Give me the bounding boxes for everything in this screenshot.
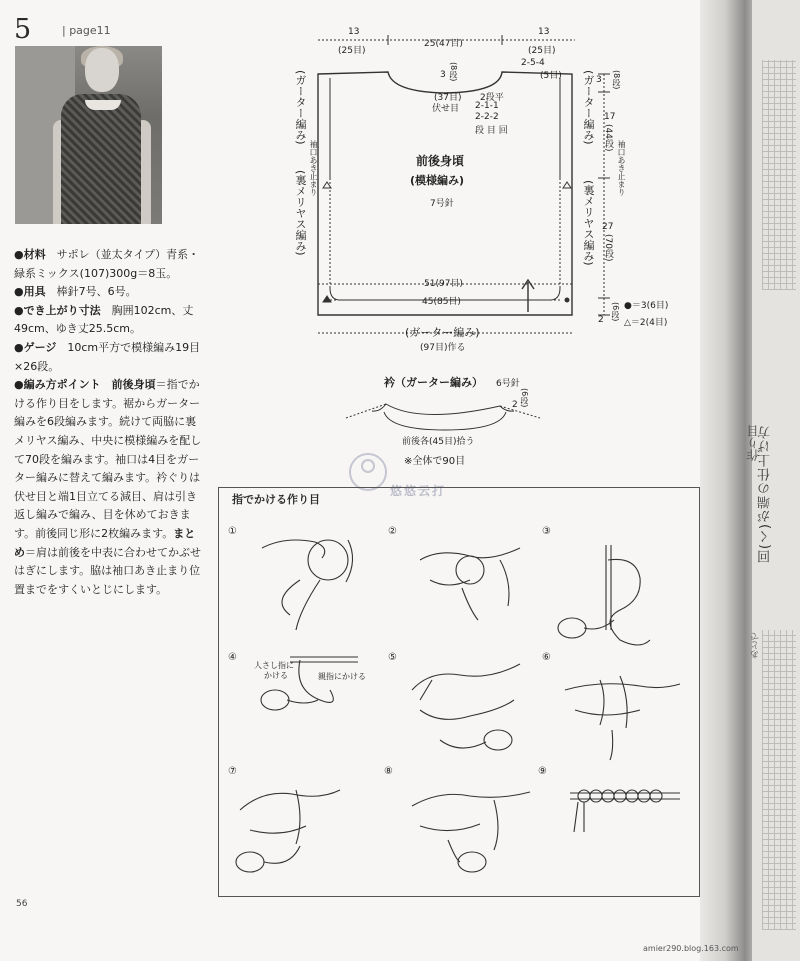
step-1-illustration (262, 540, 353, 630)
dim-left-shoulder-stitches: (25目) (338, 46, 366, 56)
facing-tag: あとで (751, 632, 761, 659)
step-5-number: ⑤ (388, 652, 397, 663)
step-5-illustration (412, 664, 520, 750)
tools-line: ●用具 棒針7号、6号。 (14, 285, 137, 299)
size-line: ●でき上がり寸法 胸囲102cm、丈49cm、ゆき丈25.5cm。 (14, 303, 194, 336)
neck-depth: 3 (440, 70, 446, 80)
step-7-illustration (236, 790, 340, 872)
reverse-stockinette-right: (裏メリヤス編み) (582, 180, 595, 266)
dim-right-shoulder-stitches: (25目) (528, 46, 556, 56)
collar-total: ※全体で90目 (404, 456, 466, 467)
neck-bindoff-label: 伏せ目 (432, 104, 460, 114)
neck-depth-rows: (8段) (449, 62, 458, 82)
legend-triangle: △＝2(4目) (624, 318, 668, 328)
step-6-number: ⑥ (542, 652, 551, 663)
collar-depth: 2 (512, 400, 518, 410)
neck-table-2: 2-2-2 (475, 112, 499, 122)
reverse-stockinette-left: (裏メリヤス編み) (294, 170, 307, 256)
page-number: 56 (16, 899, 28, 909)
piece-title: 前後身頃 (416, 154, 465, 168)
neck-table-3: 段 目 回 (475, 126, 508, 136)
step-9-number: ⑨ (538, 766, 547, 777)
piece-subtitle: (模様編み) (410, 174, 465, 187)
right-dim-2: 2 (598, 315, 604, 325)
garter-right-label: (ガーター編み) (582, 70, 595, 145)
step-1-number: ① (228, 526, 237, 537)
right-dim-70-rows: (70段) (603, 234, 613, 262)
step-4-illustration (261, 657, 358, 710)
cast-on-count: (97目)作る (420, 343, 466, 353)
dim-left-shoulder: 13 (348, 27, 360, 37)
neck-bindoff-count: (37目) (434, 93, 462, 103)
shoulder-stitches: (5目) (540, 71, 562, 81)
watermark-text: 悠悠云打 (390, 484, 447, 498)
dim-right-shoulder: 13 (538, 27, 550, 37)
width-inner: 45(85目) (422, 297, 461, 307)
garter-bottom-label: (ガーター編み) (405, 326, 480, 339)
panel-title: 指でかける作り目 (232, 493, 320, 506)
sleeve-opening-left: 袖口あき止まり (309, 140, 318, 196)
pattern-number: 5 (14, 14, 32, 45)
garter-left-label: (ガーター編み) (294, 70, 307, 145)
dim-neck-width: 25(47目) (424, 39, 463, 49)
right-dim-17: 17 (604, 112, 616, 122)
step-7-number: ⑦ (228, 766, 237, 777)
step-8-number: ⑧ (384, 766, 393, 777)
step4-thumb-label: 親指にかける (318, 672, 366, 681)
needle-size: 7号針 (430, 199, 454, 209)
step-2-illustration (420, 548, 520, 620)
shoulder-shaping: 2-5-4 (521, 58, 545, 68)
right-dim-3: 3 (596, 75, 602, 85)
neck-table-1: 2-1-1 (475, 101, 499, 111)
step-3-illustration (558, 545, 650, 645)
right-dim-6-rows: (6段) (611, 302, 620, 322)
page-reference: | page11 (62, 24, 111, 37)
step4-index-label-b: かける (264, 671, 288, 680)
method-line: ●編み方ポイント 前後身頃＝指でかける作り目をします。裾からガーター編みを6段編みます。続けて両脇に裏メリヤス編み、中央に模様編みを配して70段を編みます。袖口は4目をガーター編みに替えて編みます。衿ぐりは伏せ目と端1目立てる減目、肩は引き返し編みで編み、目を休めておきます。前後同じ形に2枚編みます。まとめ＝肩は前後を中表に合わせてかぶせはぎにします。脇は袖口あき止まり位置までをすくいとじにします。 (14, 378, 202, 596)
step-8-illustration (412, 792, 530, 872)
facing-side-sub: 作り目 (746, 425, 760, 461)
collar-title: 衿（ガーター編み） (384, 376, 483, 389)
step-9-illustration (570, 790, 680, 832)
step-6-illustration (565, 676, 680, 760)
step-2-number: ② (388, 526, 397, 537)
facing-side-title: 回(く)が端の仕上げ方 (758, 425, 773, 564)
collar-needle: 6号針 (496, 379, 520, 389)
source-url: amier290.blog.163.com (643, 944, 739, 953)
right-dim-27: 27 (602, 222, 614, 232)
legend-dot: ●＝3(6目) (624, 301, 669, 311)
collar-pickup: 前後各(45目)拾う (402, 437, 475, 447)
step4-index-label: 人さし指に (254, 661, 294, 670)
sleeve-opening-right: 袖口あき止まり (617, 140, 626, 196)
collar-depth-rows: (6段) (520, 388, 529, 408)
step-4-number: ④ (228, 652, 237, 663)
materials-line: ●材料 サポレ（並太タイプ）青系・緑系ミックス(107)300g＝8玉。 (14, 248, 200, 280)
width-bust: 51(97目) (424, 279, 463, 289)
neck-table-0: 2段平 (480, 93, 504, 103)
step-3-number: ③ (542, 526, 551, 537)
right-dim-44-rows: (44段) (603, 124, 613, 152)
right-dim-8-rows: (8段) (612, 70, 621, 90)
gauge-line: ●ゲージ 10cm平方で模様編み19目×26段。 (14, 340, 201, 373)
